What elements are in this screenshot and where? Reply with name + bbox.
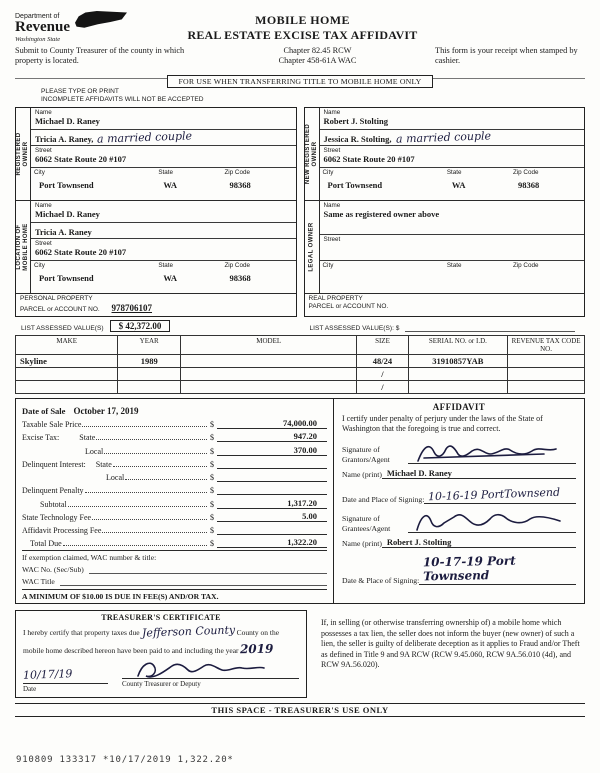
- treasurer-certificate-text: [23, 623, 299, 659]
- fee-row-taxable-sale-price: [22, 416, 327, 429]
- married-couple-note: a married couple: [97, 129, 193, 146]
- cell-serial: [408, 380, 508, 393]
- registered-owner-side-strip: [16, 108, 31, 200]
- legal-owner-side-strip: [305, 201, 320, 293]
- treasurer-signer-label: County Treasurer or Deputy: [122, 679, 201, 688]
- zip-value: 98368: [229, 179, 251, 190]
- cell-size: /: [357, 367, 408, 380]
- name-value: Michael D. Raney: [35, 208, 100, 219]
- new-registered-owner-section: [305, 108, 585, 201]
- dollar-sign: $: [210, 473, 214, 483]
- form-title: [135, 10, 470, 43]
- cell-serial: 31910857YAB: [408, 354, 508, 367]
- fee-amount: [217, 459, 327, 469]
- city-state-zip-row: [320, 261, 585, 293]
- fee-label: Excise Tax: State: [22, 433, 96, 443]
- state-field: [155, 168, 221, 200]
- location-side-label: LOCATION OF MOBILE HOME: [16, 223, 29, 271]
- fee-label: Subtotal: [40, 499, 67, 509]
- fee-amount: 370.00: [217, 445, 327, 456]
- dotted-leader: [63, 545, 207, 546]
- header-serial: SERIAL NO. or I.D.: [408, 335, 508, 354]
- real-assessed-blank-line: [405, 323, 575, 332]
- dollar-sign: $: [210, 486, 214, 496]
- fee-row-delinquent-penalty: [22, 482, 327, 495]
- street-label: Street: [35, 239, 52, 247]
- signature-of-label: Signature of: [342, 445, 380, 455]
- logo-department-of: Department of: [15, 13, 60, 20]
- street-value: 6062 State Route 20 #107: [35, 246, 127, 257]
- zip-value: 98368: [517, 179, 540, 190]
- zip-value: [513, 273, 581, 283]
- assessed-label: LIST ASSESSED VALUE(S): [21, 324, 104, 332]
- parcel-label: PARCEL or ACCOUNT NO.: [20, 306, 100, 314]
- real-assessed-value: [304, 323, 586, 332]
- grantee-signature-image: [412, 508, 567, 536]
- grantee-signature-label: [342, 514, 408, 532]
- name-print-label: Name (print): [342, 538, 382, 548]
- fee-row-excise-local: [22, 442, 327, 455]
- treasurer-certificate-bottom: [23, 665, 299, 693]
- wac-title-label: WAC Title: [22, 577, 55, 587]
- city-label: City: [34, 168, 45, 176]
- affidavit-certify-text: I certify under penalty of perjury under the laws of the State of Washington that the foregoing is true and correct.: [342, 413, 543, 434]
- exemption-note: If exemption claimed, WAC number & title:: [22, 550, 327, 562]
- grantee-date-line: [419, 554, 576, 585]
- grantor-date-line: [424, 485, 576, 504]
- fee-label: Delinquent Penalty: [22, 486, 84, 496]
- city-field: [31, 168, 155, 200]
- city-label: City: [322, 261, 334, 269]
- cell-revenue-code: [508, 380, 585, 393]
- fee-row-excise-state: [22, 429, 327, 442]
- real-property-label: REAL PROPERTY: [308, 294, 363, 302]
- header-make: MAKE: [16, 335, 118, 354]
- cell-make: [16, 380, 118, 393]
- table-row: [16, 354, 585, 367]
- married-couple-note: a married couple: [395, 129, 491, 146]
- grantees-agent-label: Grantees/Agent: [342, 523, 391, 533]
- fee-row-state-technology-fee: [22, 509, 327, 522]
- wac-number-label: WAC No. (Sec/Sub): [22, 565, 84, 575]
- legal-owner-fields: [320, 201, 585, 293]
- fee-row-subtotal: [22, 495, 327, 508]
- cashier-receipt-stamp: 910809 133317 *10/17/2019 1,322.20*: [16, 755, 234, 765]
- registered-owner-section: [16, 108, 296, 201]
- dollar-sign: $: [210, 526, 214, 536]
- location-fields: [31, 201, 296, 293]
- fee-label: Taxable Sale Price: [22, 420, 82, 430]
- name-value: Robert J. Stolting: [323, 115, 388, 126]
- cell-model: [180, 354, 356, 367]
- county-handwritten-value: Jefferson County: [141, 623, 235, 640]
- name-label: Name: [323, 108, 341, 116]
- personal-assessed-value: [15, 320, 297, 332]
- bottom-row: [15, 610, 585, 698]
- dotted-leader: [82, 426, 207, 427]
- grantor-signature-label: [342, 445, 408, 463]
- grantor-date-value: 10-16-19 PortTownsend: [428, 485, 561, 504]
- zip-field: [221, 261, 295, 293]
- new-registered-owner-side-strip: [305, 108, 320, 200]
- fee-amount: [217, 472, 327, 482]
- grantee-date-label: Date & Place of Signing:: [342, 575, 420, 585]
- state-value: [447, 273, 507, 283]
- name-field: [320, 201, 585, 235]
- wac-number-row: [22, 562, 327, 574]
- grantee-name-row: [342, 537, 576, 548]
- city-value: Port Townsend: [39, 179, 94, 190]
- fee-amount: 947.20: [217, 431, 327, 442]
- treasurer-use-bar: THIS SPACE - TREASURER'S USE ONLY: [15, 703, 585, 717]
- name-field: [320, 108, 585, 130]
- zip-field: [510, 261, 584, 293]
- street-label: Street: [323, 235, 341, 243]
- dollar-sign: $: [210, 539, 214, 549]
- logo-washington-state: Washington State: [15, 36, 61, 43]
- personal-property-section: [16, 294, 296, 316]
- city-field: [320, 168, 444, 200]
- name-label: Name: [35, 108, 52, 116]
- fees-column: [16, 399, 334, 603]
- cell-year: 1989: [118, 354, 181, 367]
- fee-label: Local: [106, 473, 125, 483]
- grantee-date-row: [342, 554, 576, 585]
- dotted-leader: [96, 439, 207, 440]
- wac-title-row: [22, 574, 327, 586]
- parcel-account-number: 978706107: [111, 303, 153, 314]
- zip-label: Zip Code: [512, 168, 539, 176]
- grantor-signature-image: [412, 441, 562, 467]
- street-label: Street: [323, 146, 341, 154]
- state-value: WA: [163, 272, 178, 283]
- signature-of-label: Signature of: [342, 514, 380, 524]
- grantor-printed-name: Michael D. Raney: [382, 468, 576, 479]
- dollar-sign: $: [210, 446, 214, 456]
- state-value: WA: [163, 179, 178, 190]
- treasurer-signature-cell: [122, 665, 299, 693]
- treasurer-date-cell: [23, 665, 108, 693]
- zip-field: [510, 168, 584, 200]
- fee-row-total-due: [22, 535, 327, 548]
- name2-value: Jessica R. Stolting,: [323, 133, 392, 144]
- name-label: Name: [323, 201, 341, 209]
- grantee-signature-line: [408, 511, 576, 533]
- name-value: Michael D. Raney: [35, 115, 100, 126]
- grantor-date-row: [342, 485, 576, 504]
- banner-row: [15, 71, 585, 85]
- dotted-leader: [104, 453, 207, 454]
- submit-note: Submit to County Treasurer of the county in which property is located.: [15, 46, 185, 66]
- wac-title-blank-line: [60, 577, 327, 586]
- city-state-zip-row: [31, 261, 296, 293]
- assessed-value-box: $ 42,372.00: [110, 320, 171, 332]
- fee-label: Delinquent Interest: State: [22, 459, 112, 469]
- treasurer-signature-image: [130, 656, 270, 682]
- name-label: Name: [35, 201, 52, 209]
- cell-make: [16, 367, 118, 380]
- street-value: [324, 243, 581, 253]
- state-label: State: [446, 168, 462, 176]
- mobile-home-table: [15, 335, 585, 394]
- treasurer-certificate-title: TREASURER'S CERTIFICATE: [101, 612, 221, 622]
- location-side-strip: [16, 201, 31, 293]
- city-label: City: [34, 261, 45, 269]
- header-model: MODEL: [180, 335, 356, 354]
- title-line1: MOBILE HOME: [255, 13, 350, 27]
- grantor-date-label: Date and Place of Signing:: [342, 494, 425, 504]
- date-of-sale-row: [22, 401, 327, 416]
- cell-year: [118, 380, 181, 393]
- city-value: Port Townsend: [39, 272, 94, 283]
- affidavit-title: AFFIDAVIT: [432, 401, 486, 412]
- name2-value: Tricia A. Raney,: [35, 133, 94, 144]
- affidavit-column: [334, 399, 584, 603]
- fee-row-affidavit-processing-fee: [22, 522, 327, 535]
- wac-number-blank-line: [89, 565, 327, 574]
- grantors-agent-label: Grantors/Agent: [342, 454, 390, 464]
- header-revenue-code: REVENUE TAX CODE NO.: [508, 335, 585, 354]
- city-label: City: [322, 168, 334, 176]
- print-instructions: [41, 88, 585, 105]
- table-row: [16, 380, 585, 393]
- cell-model: [180, 367, 356, 380]
- date-of-sale-label: Date of Sale: [22, 405, 66, 416]
- real-parcel-row: PARCEL or ACCOUNT NO.: [308, 303, 389, 311]
- fee-amount: 74,000.00: [217, 418, 327, 429]
- real-property-section: [305, 294, 585, 313]
- treasurer-signature-line: [122, 665, 299, 679]
- city-value: Port Townsend: [327, 179, 383, 190]
- personal-property-label: PERSONAL PROPERTY: [20, 294, 93, 302]
- zip-label: Zip Code: [224, 261, 250, 269]
- fee-amount: 1,317.20: [217, 498, 327, 509]
- name-field: [31, 108, 296, 130]
- grantee-printed-name: Robert J. Stolting: [382, 537, 576, 548]
- personal-parcel-row: [20, 303, 292, 315]
- fee-amount: 5.00: [217, 511, 327, 522]
- owners-grid: [15, 107, 585, 317]
- legal-owner-section: [305, 201, 585, 294]
- street-field: [31, 146, 296, 168]
- fee-label: State Technology Fee: [22, 512, 92, 522]
- state-value: WA: [451, 179, 466, 190]
- zip-field: [221, 168, 295, 200]
- city-state-zip-row: [320, 168, 585, 200]
- grantee-date-value: 10-17-19 Port Townsend: [423, 553, 517, 584]
- form-header: [15, 10, 585, 43]
- state-label: State: [446, 261, 462, 269]
- cell-size: /: [357, 380, 408, 393]
- treasurer-date-label: Date: [23, 684, 37, 693]
- cell-model: [180, 380, 356, 393]
- minimum-fee-note: A MINIMUM OF $10.00 IS DUE IN FEE(S) AND/OR TAX.: [22, 589, 327, 601]
- city-field: [320, 261, 444, 293]
- name2-field: [31, 223, 296, 239]
- zip-value: 98368: [229, 272, 251, 283]
- name2-field: [31, 130, 296, 146]
- city-field: [31, 261, 155, 293]
- state-field: [444, 168, 510, 200]
- title-line2: REAL ESTATE EXCISE TAX AFFIDAVIT: [187, 28, 418, 42]
- new-registered-owner-fields: [320, 108, 585, 200]
- year-handwritten-value: 2019: [240, 641, 274, 657]
- left-form-column: [15, 107, 297, 317]
- dollar-sign: $: [210, 420, 214, 430]
- fee-label: Affidavit Processing Fee: [22, 526, 102, 536]
- table-header-row: [16, 335, 585, 354]
- right-form-column: [304, 107, 586, 317]
- name2-field: [320, 130, 585, 146]
- street-value: 6062 State Route 20 #107: [323, 153, 415, 164]
- certificate-text-part2: County on the mobile home described hereon have been paid to and including the year: [23, 627, 280, 656]
- street-label: Street: [35, 146, 52, 154]
- receipt-note: This form is your receipt when stamped by cashier.: [435, 46, 578, 66]
- cell-revenue-code: [508, 367, 585, 380]
- lower-section: [15, 398, 585, 604]
- chapter-references: [200, 46, 435, 67]
- grantor-name-row: [342, 468, 576, 479]
- street-field: [31, 239, 296, 261]
- location-mobile-home-section: [16, 201, 296, 294]
- fee-row-delinquent-interest-local: [22, 469, 327, 482]
- city-state-zip-row: [31, 168, 296, 200]
- dotted-leader: [125, 479, 207, 480]
- dor-logo: [15, 10, 135, 43]
- assessed-values-row: [15, 320, 585, 332]
- chapter-wac: Chapter 458-61A WAC: [278, 56, 357, 66]
- lien-warning-text: If, in selling (or otherwise transferring ownership of) a mobile home which possesses a tax lien, the seller does not inform the buyer (new owner) of such a lien, the seller is guilty of deliberate deception as it applies to Fraud and/or Theft as defined in Title 9 and 9A RCW (RCW 9.45.060, RCW 9A.56.010 (4d), and RCW 9A.56.020).: [321, 617, 580, 670]
- treasurer-date-line: [23, 665, 108, 684]
- fee-amount: 1,322.20: [217, 537, 327, 548]
- header-year: YEAR: [118, 335, 181, 354]
- header-notes: [15, 46, 585, 67]
- cell-revenue-code: [508, 354, 585, 367]
- dotted-leader: [113, 466, 207, 467]
- zip-label: Zip Code: [224, 168, 250, 176]
- cell-size: 48/24: [357, 354, 408, 367]
- state-label: State: [158, 168, 174, 176]
- state-field: [444, 261, 510, 293]
- real-assessed-label: LIST ASSESSED VALUE(S): $: [309, 324, 400, 332]
- city-value: [323, 273, 441, 283]
- name-print-label: Name (print): [342, 469, 382, 479]
- state-label: State: [158, 261, 174, 269]
- registered-owner-side-label: REGISTERED OWNER: [16, 132, 29, 176]
- print-note-line2: INCOMPLETE AFFIDAVITS WILL NOT BE ACCEPTED: [41, 96, 204, 104]
- dollar-sign: $: [210, 499, 214, 509]
- zip-label: Zip Code: [512, 261, 539, 269]
- certificate-text-part1: I hereby certify that property taxes due: [23, 627, 140, 637]
- date-of-sale-value: October 17, 2019: [73, 405, 139, 416]
- dollar-sign: $: [210, 512, 214, 522]
- grantee-signature-row: [342, 511, 576, 533]
- name2-value: Tricia A. Raney: [35, 226, 92, 237]
- table-row: [16, 367, 585, 380]
- logo-revenue: Revenue: [15, 19, 70, 35]
- legal-owner-side-label: LEGAL OWNER: [308, 222, 315, 272]
- dotted-leader: [102, 532, 207, 533]
- street-value: 6062 State Route 20 #107: [35, 153, 127, 164]
- fee-row-delinquent-interest-state: [22, 456, 327, 469]
- chapter-rcw: Chapter 82.45 RCW: [283, 46, 352, 55]
- header-size: SIZE: [357, 335, 408, 354]
- street-field: [320, 146, 585, 168]
- name-value: Same as registered owner above: [323, 208, 440, 219]
- dotted-leader: [85, 492, 207, 493]
- new-registered-owner-side-label: NEW REGISTERED OWNER: [304, 123, 318, 184]
- cell-make: Skyline: [16, 354, 118, 367]
- street-field: [320, 235, 585, 261]
- fee-amount: [217, 525, 327, 535]
- treasurer-date-value: 10/17/19: [22, 666, 73, 682]
- fee-label: Local: [85, 446, 104, 456]
- dotted-leader: [92, 519, 207, 520]
- registered-owner-fields: [31, 108, 296, 200]
- cell-year: [118, 367, 181, 380]
- treasurer-certificate-box: [15, 610, 307, 698]
- use-banner: FOR USE WHEN TRANSFERRING TITLE TO MOBILE HOME ONLY: [167, 75, 432, 88]
- dollar-sign: $: [210, 433, 214, 443]
- dollar-sign: $: [210, 459, 214, 469]
- grantor-signature-line: [408, 442, 576, 464]
- print-note-line1: PLEASE TYPE OR PRINT: [41, 87, 119, 95]
- grantor-signature-row: [342, 442, 576, 464]
- state-field: [155, 261, 221, 293]
- fee-label: Total Due: [30, 539, 62, 549]
- fee-amount: [217, 485, 327, 495]
- cell-serial: [408, 367, 508, 380]
- name-field: [31, 201, 296, 223]
- dotted-leader: [68, 506, 207, 507]
